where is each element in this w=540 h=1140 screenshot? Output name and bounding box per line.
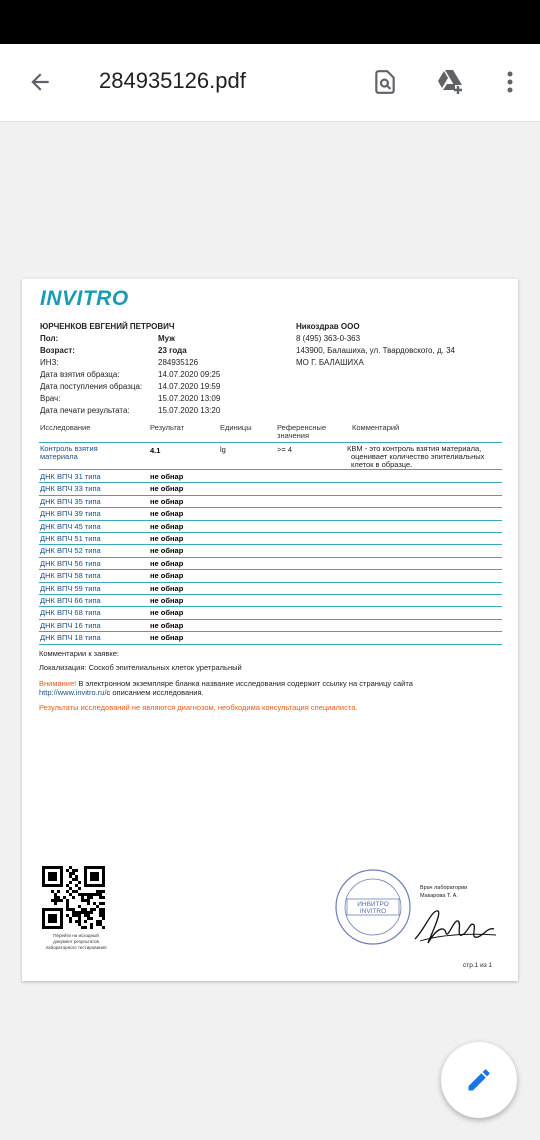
clinic-phone: 8 (495) 363-0-363 [296,334,361,343]
field-label: Дата поступления образца: [40,382,143,391]
field-value: 284935126 [158,358,199,367]
header-divider [39,442,502,443]
row-result: не обнар [150,633,184,643]
control-comment: КВМ - это контроль взятия материала, оценивает количество эпителиальных клеток в образце. [347,444,485,469]
row-divider [39,619,502,620]
row-test-name[interactable]: ДНК ВПЧ 52 типа [40,546,101,556]
signature-icon [410,899,500,949]
field-value: 15.07.2020 13:09 [158,394,221,403]
control-units: lg [220,445,226,454]
control-name[interactable]: Контроль взятия материала [40,444,98,462]
app-bar [0,44,540,122]
row-test-name[interactable]: ДНК ВПЧ 18 типа [40,633,101,643]
attention-word: Внимание! [39,679,77,688]
row-test-name[interactable]: ДНК ВПЧ 35 типа [40,496,101,506]
row-result: не обнар [150,521,184,531]
row-test-name[interactable]: ДНК ВПЧ 33 типа [40,484,101,494]
seal-stamp-icon [333,867,413,947]
field-label: Врач: [40,394,61,403]
row-test-name[interactable]: ДНК ВПЧ 68 типа [40,608,101,618]
header-comment: Комментарий [352,423,400,432]
row-test-name[interactable]: ДНК ВПЧ 56 типа [40,558,101,568]
row-result: не обнар [150,583,184,593]
row-result: не обнар [150,534,184,543]
row-divider [39,507,502,508]
row-divider [39,569,502,570]
header-reference: Референсные значения [277,423,327,440]
row-divider [39,482,502,483]
row-divider [39,532,502,533]
invitro-logo: INVITRO [40,287,129,310]
clinic-region: МО Г. БАЛАШИХА [296,358,364,367]
control-result: 4.1 [150,446,161,455]
doctor-info: Врач лаборатории Макарова Т. А. [420,885,468,900]
field-label: Дата печати результата: [40,406,130,415]
row-divider [39,582,502,583]
site-link[interactable]: http://www.invitro.ru/ [39,688,107,697]
header-test: Исследование [40,423,91,432]
more-vert-icon [507,70,513,94]
row-divider [39,495,502,496]
row-result: не обнар [150,596,184,605]
row-test-name[interactable]: ДНК ВПЧ 45 типа [40,521,101,531]
field-value: 14.07.2020 19:59 [158,382,221,391]
find-in-document-button[interactable] [367,64,403,100]
row-divider [39,520,502,521]
comments-label: Комментарии к заявке: [39,649,119,658]
qr-caption: Перейти на исходный документ результатов лабораторного тестирования [45,933,107,950]
site-link-line: http://www.invitro.ru/с описанием исследования. [39,688,204,697]
row-result: не обнар [150,509,184,519]
row-test-name[interactable]: ДНК ВПЧ 39 типа [40,509,101,519]
status-bar [0,0,540,44]
row-result: не обнар [150,546,184,556]
field-label: ИНЗ: [40,358,59,367]
control-reference: >= 4 [277,445,293,454]
search-document-icon [372,69,398,95]
disclaimer: Результаты исследований не являются диагнозом, необходима консультация специалиста. [39,703,358,712]
row-test-name[interactable]: ДНК ВПЧ 59 типа [40,583,101,593]
header-units: Единицы [220,423,252,432]
more-options-button[interactable] [492,64,528,100]
row-divider [39,594,502,595]
row-test-name[interactable]: ДНК ВПЧ 66 типа [40,596,101,605]
row-divider [39,631,502,632]
row-test-name[interactable]: ДНК ВПЧ 16 типа [40,620,101,630]
pdf-page [22,279,518,981]
page-number: стр.1 из 1 [463,962,493,969]
row-result: не обнар [150,496,184,506]
row-test-name[interactable]: ДНК ВПЧ 58 типа [40,571,101,581]
clinic-address: 143900, Балашиха, ул. Твардовского, д. 34 [296,346,455,355]
field-value: 15.07.2020 13:20 [158,406,221,415]
field-value: 23 года [158,346,187,355]
arrow-back-icon [27,69,53,95]
localization-text: Локализация: Соскоб эпителиальных клеток уретральный [39,663,242,672]
edit-pencil-icon [465,1066,493,1094]
header-result: Результат [150,423,185,432]
field-label: Возраст: [40,346,75,355]
row-result: не обнар [150,608,184,618]
drive-add-icon [436,68,466,96]
row-divider [39,544,502,545]
field-label: Пол: [40,334,59,343]
svg-text:INVITRO: INVITRO [359,908,387,915]
row-result: не обнар [150,571,184,581]
patient-name: ЮРЧЕНКОВ ЕВГЕНИЙ ПЕТРОВИЧ [40,322,175,331]
row-test-name[interactable]: ДНК ВПЧ 51 типа [40,534,101,543]
svg-text:ИНВИТРО: ИНВИТРО [357,901,389,908]
row-result: не обнар [150,484,184,494]
add-to-drive-button[interactable] [433,64,469,100]
row-divider [39,606,502,607]
attention-note: Внимание! В электронном экземпляре бланка название исследования содержит ссылку на страницу сайта [39,679,413,688]
document-title: 284935126.pdf [99,68,246,93]
row-result: не обнар [150,620,184,630]
control-divider [39,469,502,470]
field-label: Дата взятия образца: [40,370,120,379]
row-result: не обнар [150,472,184,481]
qr-code-icon[interactable] [42,866,105,929]
row-test-name[interactable]: ДНК ВПЧ 31 типа [40,472,101,481]
row-divider [39,644,502,645]
field-value: Муж [158,334,175,343]
row-result: не обнар [150,558,184,568]
edit-fab-button[interactable] [441,1042,517,1118]
field-value: 14.07.2020 09:25 [158,370,221,379]
clinic-name: Никоздрав ООО [296,322,360,331]
back-button[interactable] [22,64,58,100]
row-divider [39,557,502,558]
